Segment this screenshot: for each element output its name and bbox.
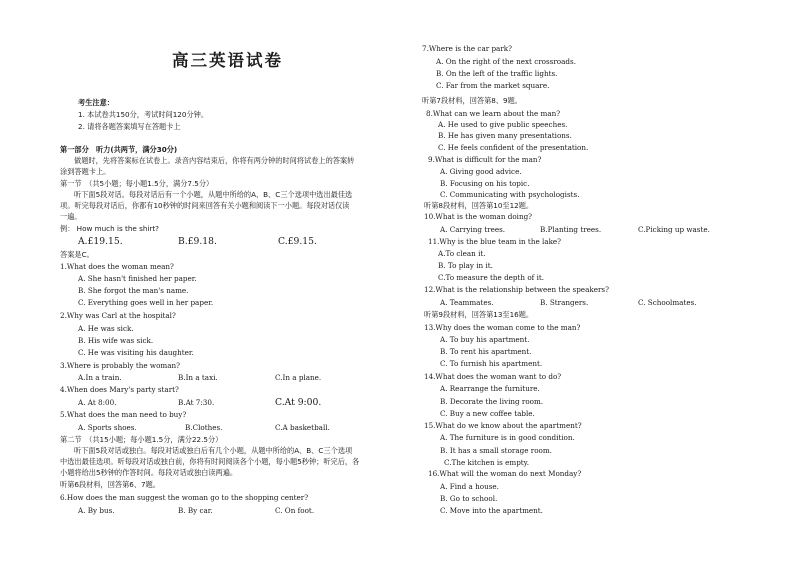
option-11a: A.To clean it. (438, 249, 486, 258)
option-14c: C. Buy a new coffee table. (440, 409, 535, 418)
question-7: 7.Where is the car park? (422, 44, 512, 53)
option-6c: C. On foot. (275, 506, 315, 515)
option-5b: B.Clothes. (185, 423, 223, 432)
option-1a: A. She hasn't finished her paper. (78, 274, 197, 283)
notice-item: 2. 请将各题答案填写在答题卡上 (78, 122, 181, 131)
question-16: 16.What will the woman do next Monday? (428, 469, 582, 478)
option-3b: B.In a taxi. (178, 373, 218, 382)
option-15a: A. The furniture is in good condition. (440, 433, 575, 442)
part1-intro: 做题时，先将答案标在试卷上。录音内容结束后，你将有两分钟的时间将试卷上的答案转 (74, 156, 355, 165)
option-5c: C.A basketball. (275, 423, 330, 432)
section1-instructions: 项。听完每段对话后，你都有10秒钟的时间来回答有关小题和阅读下一小题。每段对话仅读 (60, 201, 350, 210)
option-8a: A. He used to give public speeches. (438, 120, 568, 129)
example-option-b: B.£9.18. (178, 236, 217, 247)
option-4a: A. At 8:00. (78, 398, 117, 407)
question-5: 5.What does the man need to buy? (60, 410, 187, 419)
option-1b: B. She forgot the man's name. (78, 286, 189, 295)
option-7b: B. On the left of the traffic lights. (436, 69, 558, 78)
option-16b: B. Go to school. (440, 494, 498, 503)
option-12b: B. Strangers. (540, 298, 589, 307)
option-6a: A. By bus. (78, 506, 115, 515)
example-question: 例： How much is the shirt? (60, 224, 159, 233)
example-option-c: C.£9.15. (278, 236, 317, 247)
option-7c: C. Far from the market square. (436, 81, 550, 90)
option-16a: A. Find a house. (440, 482, 499, 491)
question-1: 1.What does the woman mean? (60, 262, 174, 271)
option-2a: A. He was sick. (78, 324, 134, 333)
question-6: 6.How does the man suggest the woman go to the shopping center? (60, 493, 309, 502)
option-10c: C.Picking up waste. (638, 225, 710, 234)
section1-instructions: 听下面5段对话。每段对话后有一个小题，从题中所给的A、B、C三个选项中选出最佳选 (74, 190, 353, 199)
option-2b: B. His wife was sick. (78, 336, 154, 345)
option-11c: C.To measure the depth of it. (438, 273, 545, 282)
option-3a: A.In a train. (78, 373, 122, 382)
option-13b: B. To rent his apartment. (440, 347, 532, 356)
section2-instructions: 中选出最佳选项。听每段对话或独白前，你将有时间阅读各个小题，每小题5秒钟；听完后，各 (60, 457, 360, 466)
option-3c: C.In a plane. (275, 373, 322, 382)
part1-intro: 涂到答题卡上。 (60, 167, 111, 176)
question-12: 12.What is the relationship between the speakers? (424, 285, 609, 294)
option-8c: C. He feels confident of the presentation. (438, 143, 589, 152)
option-9c: C. Communicating with psychologists. (440, 190, 580, 199)
question-3: 3.Where is probably the woman? (60, 361, 180, 370)
group-8-heading: 听第8段材料，回答第10至12题。 (424, 201, 534, 210)
option-15c: C.The kitchen is empty. (444, 458, 530, 467)
section2-instructions: 小题将给出5秒钟的作答时间。每段对话或独白读两遍。 (60, 468, 238, 477)
question-11: 11.Why is the blue team in the lake? (428, 237, 562, 246)
section1-heading: 第一节 （共5小题；每小题1.5分，满分7.5分） (60, 179, 214, 188)
option-15b: B. It has a small storage room. (440, 446, 552, 455)
question-9: 9.What is difficult for the man? (428, 155, 542, 164)
exam-title: 高三英语试卷 (172, 51, 283, 70)
part1-heading: 第一部分 听力(共两节，满分30分) (60, 145, 178, 154)
question-15: 15.What do we know about the apartment? (424, 421, 582, 430)
option-16c: C. Move into the apartment. (440, 506, 543, 515)
question-8: 8.What can we learn about the man? (426, 109, 561, 118)
group-6-heading: 听第6段材料，回答第6、7题。 (60, 480, 160, 489)
notice-heading: 考生注意： (78, 98, 114, 107)
question-2: 2.Why was Carl at the hospital? (60, 311, 176, 320)
option-4b: B.At 7:30. (178, 398, 215, 407)
option-14b: B. Decorate the living room. (440, 397, 544, 406)
option-2c: C. He was visiting his daughter. (78, 348, 194, 357)
group-7-heading: 听第7段材料，回答第8、9题。 (422, 96, 522, 105)
section2-instructions: 听下面5段对话或独白。每段对话或独白后有几个小题，从题中所给的A、B、C三个选项 (74, 446, 353, 455)
option-8b: B. He has given many presentations. (438, 131, 572, 140)
option-9b: B. Focusing on his topic. (440, 179, 530, 188)
option-9a: A. Giving good advice. (440, 167, 522, 176)
example-option-a: A.£19.15. (78, 236, 123, 247)
option-5a: A. Sports shoes. (78, 423, 137, 432)
option-12a: A. Teammates. (440, 298, 494, 307)
section1-instructions: 一遍。 (60, 212, 82, 221)
option-11b: B. To play in it. (438, 261, 493, 270)
question-4: 4.When does Mary's party start? (60, 385, 179, 394)
question-14: 14.What does the woman want to do? (424, 372, 562, 381)
group-9-heading: 听第9段材料，回答第13至16题。 (424, 310, 534, 319)
option-13c: C. To furnish his apartment. (440, 359, 543, 368)
question-10: 10.What is the woman doing? (424, 212, 533, 221)
option-7a: A. On the right of the next crossroads. (436, 57, 576, 66)
option-10a: A. Carrying trees. (440, 225, 506, 234)
option-14a: A. Rearrange the furniture. (440, 384, 540, 393)
section2-heading: 第二节 （共15小题；每小题1.5分，满分22.5分） (60, 435, 223, 444)
option-6b: B. By car. (178, 506, 213, 515)
option-13a: A. To buy his apartment. (440, 335, 530, 344)
option-4c: C.At 9:00. (275, 397, 322, 408)
notice-item: 1. 本试卷共150分，考试时间120分钟。 (78, 110, 209, 119)
question-13: 13.Why does the woman come to the man? (424, 323, 581, 332)
option-12c: C. Schoolmates. (638, 298, 697, 307)
option-1c: C. Everything goes well in her paper. (78, 298, 214, 307)
example-answer: 答案是C。 (60, 250, 94, 259)
option-10b: B.Planting trees. (540, 225, 602, 234)
